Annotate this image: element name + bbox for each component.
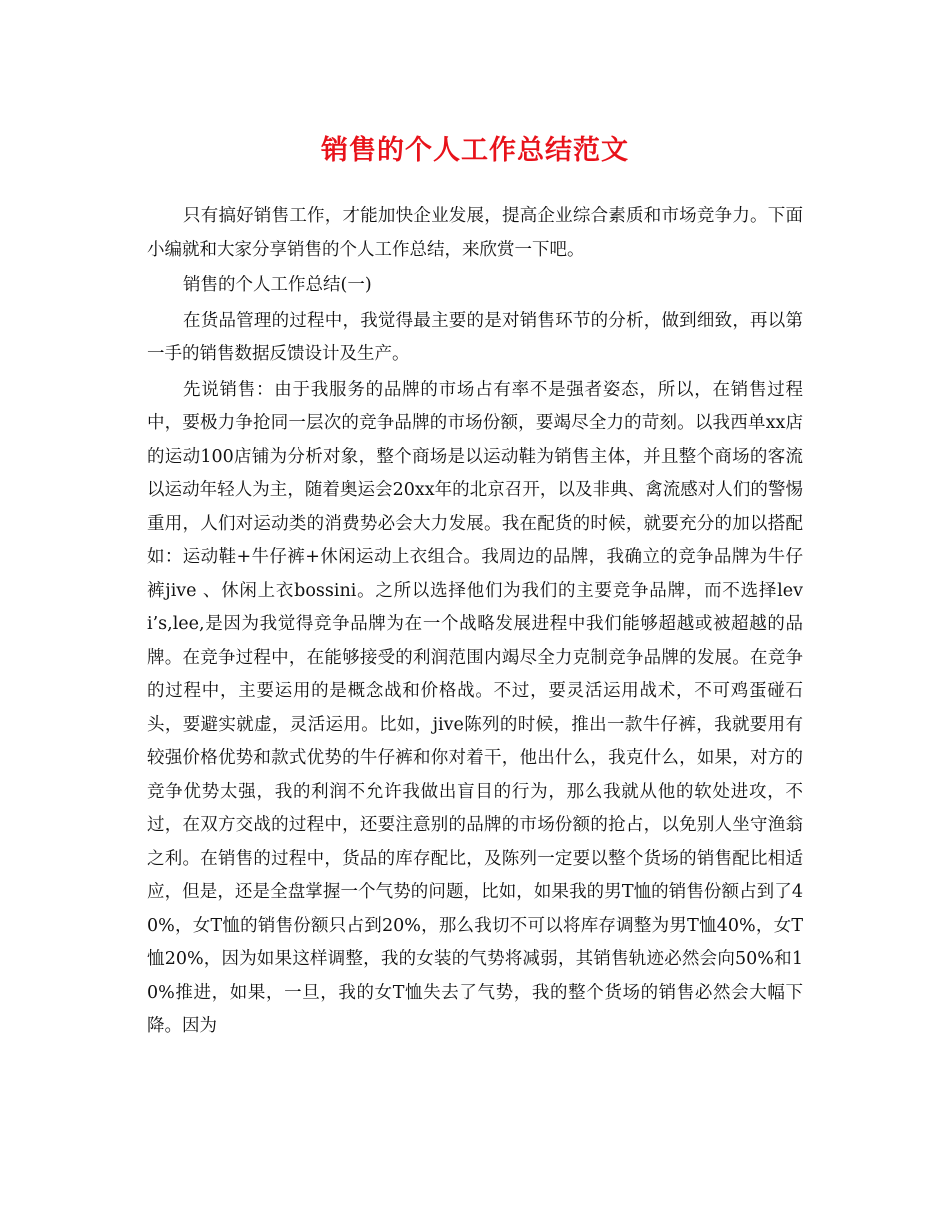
section-heading: 销售的个人工作总结(一) [183,275,372,295]
body-paragraph: 先说销售：由于我服务的品牌的市场占有率不是强者姿态，所以，在销售过程中，要极力争抢同一层次的竞争品牌的市场份额，要竭尽全力的苛刻。以我西单xx店的运动100店铺为分析对象，整个商场是以运动鞋为销售主体，并且整个商场的客流以运动年轻人为主，随着奥运会20xx年的北京召开，以及非典、禽流感对人们的警惕重用，人们对运动类的消费势必会大力发展。我在配货的时候，就要充分的加以搭配如：运动鞋+牛仔裤+休闲运动上衣组合。我周边的品牌，我确立的竞争品牌为牛仔裤jive 、休闲上衣bossini。之所以选择他们为我们的主要竞争品牌，而不选择levi’s,lee,是因为我觉得竞争品牌为在一个战略发展进程中我们能够超越或被超越的品牌。在竞争过程中，在能够接受的利润范围内竭尽全力克制竞争品牌的发展。在竞争的过程中，主要运用的是概念战和价格战。不过，要灵活运用战术，不可鸡蛋碰石头，要避实就虚，灵活运用。比如，jive陈列的时候，推出一款牛仔裤，我就要用有较强价格优势和款式优势的牛仔裤和你对着干，他出什么，我克什么，如果，对方的竞争优势太强，我的利润不允许我做出盲目的行为，那么我就从他的软处进攻，不过，在双方交战的过程中，还要注意别的品牌的市场份额的抢占，以免别人坐守渔翁之利。在销售的过程中，货品的库存配比，及陈列一定要以整个货场的销售配比相适应，但是，还是全盘掌握一个气势的问题，比如，如果我的男T恤的销售份额占到了40%，女T恤的销售份额只占到20%，那么我切不可以将库存调整为男T恤40%，女T恤20%，因为如果这样调整，我的女装的气势将减弱，其销售轨迹必然会向50%和10%推进，如果，一旦，我的女T恤失去了气势，我的整个货场的销售必然会大幅下降。因为 [147,379,803,1036]
document-title: 销售的个人工作总结范文 [321,135,629,166]
document-body [147,200,803,1046]
intro-paragraph: 只有搞好销售工作，才能加快企业发展，提高企业综合素质和市场竞争力。下面小编就和大家分享销售的个人工作总结，来欣赏一下吧。 [147,206,803,260]
body-paragraph: 在货品管理的过程中，我觉得最主要的是对销售环节的分析，做到细致，再以第一手的销售数据反馈设计及生产。 [147,310,803,364]
